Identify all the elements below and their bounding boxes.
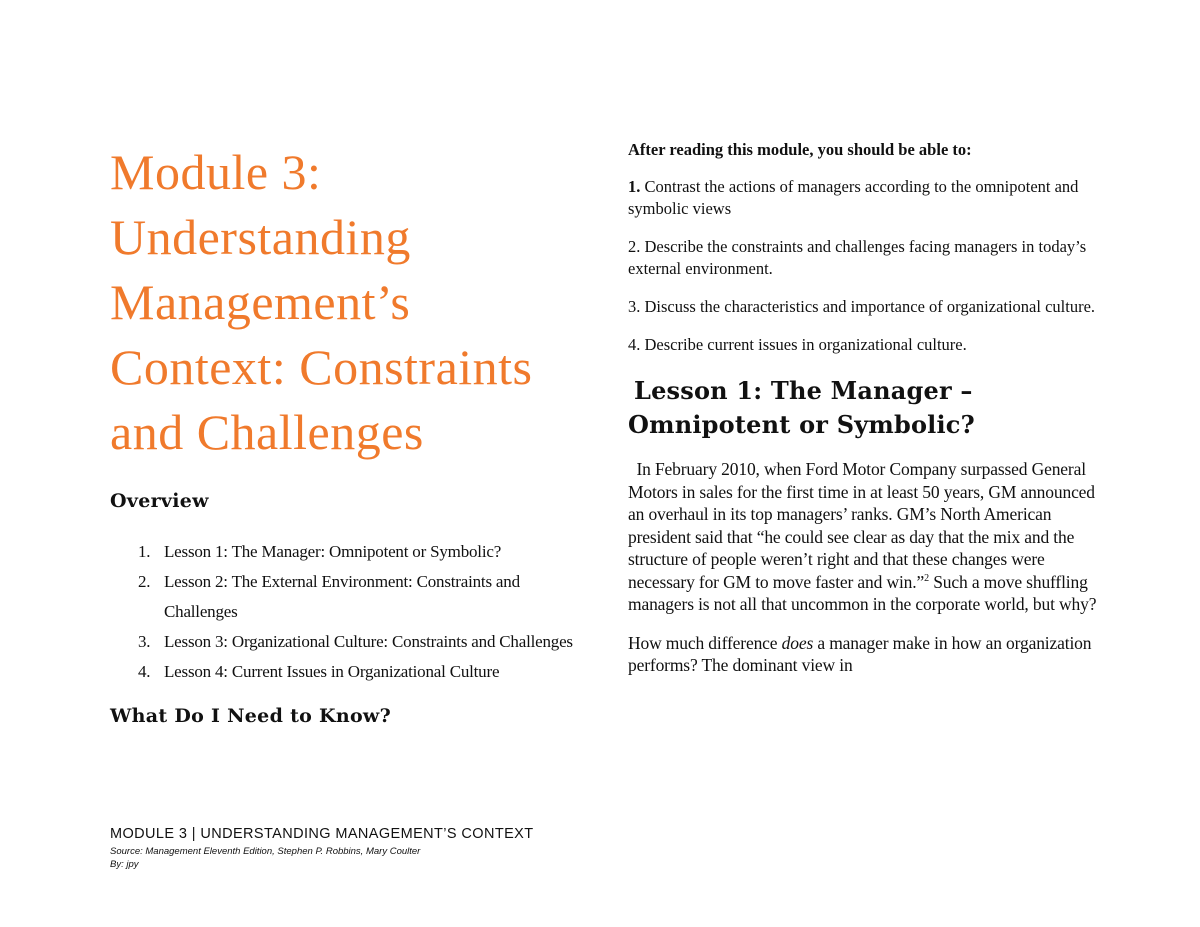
left-column xyxy=(110,140,590,727)
footnote-marker: 2 xyxy=(924,572,929,584)
emphasis-text: does xyxy=(781,632,814,653)
lesson1-paragraph-1 xyxy=(628,458,1098,616)
objective-text: Describe the constraints and challenges facing managers in today’s external environment. xyxy=(628,237,1087,278)
objective-number: 3. xyxy=(628,297,641,316)
lesson-list-item xyxy=(138,567,590,627)
lesson1-title-line1: Lesson 1: The Manager – xyxy=(634,376,973,405)
lesson-number: 4. xyxy=(138,662,151,681)
lesson1-title xyxy=(628,374,1098,442)
objective-number: 2. xyxy=(628,237,641,256)
paragraph-text: a manager make in how an organization performs? The dominant view in xyxy=(628,632,1092,675)
objectives-heading: After reading this module, you should be able to: xyxy=(628,140,972,159)
right-column xyxy=(628,140,1098,677)
lesson-label: Lesson 4: Current Issues in Organizational Culture xyxy=(164,662,500,681)
lesson-number: 3. xyxy=(138,632,151,651)
footer-author: By: jpy xyxy=(110,859,139,870)
lesson-list-item xyxy=(138,537,590,567)
page-footer xyxy=(110,826,670,871)
footer-source: Source: Management Eleventh Edition, Stephen P. Robbins, Mary Coulter xyxy=(110,846,421,857)
lesson-number: 1. xyxy=(138,542,151,561)
footer-title: MODULE 3 | UNDERSTANDING MANAGEMENT’S CONTEXT xyxy=(110,826,534,842)
objective-text: Discuss the characteristics and importance of organizational culture. xyxy=(640,297,1096,316)
objective-item xyxy=(628,334,1098,356)
lesson1-title-line2: Omnipotent or Symbolic? xyxy=(628,410,975,439)
lesson-list-item xyxy=(138,657,590,687)
lesson-number: 2. xyxy=(138,572,151,591)
paragraph-text: How much difference xyxy=(628,632,782,653)
paragraph-text: Such a move shuffling managers is not all that uncommon in the corporate world, but why? xyxy=(628,571,1097,614)
objective-text: Describe current issues in organizational culture. xyxy=(640,335,967,354)
need-to-know-heading: What Do I Need to Know? xyxy=(110,705,392,727)
overview-heading: Overview xyxy=(110,490,209,512)
lesson-list xyxy=(138,537,590,687)
objective-item xyxy=(628,236,1098,280)
paragraph-text: In February 2010, when Ford Motor Company surpassed General Motors in sales for the first time in at least 50 years, GM announced an overhaul in its top managers’ ranks. GM’s North American president said that “he could see clear as day that the mix and the structure of people weren’t right and that these changes were necessary for GM to move faster and win.” xyxy=(628,459,1095,592)
objective-text: Contrast the actions of managers according to the omnipotent and symbolic views xyxy=(628,177,1079,218)
objective-number: 1. xyxy=(628,177,641,196)
lesson-label: Lesson 1: The Manager: Omnipotent or Symbolic? xyxy=(164,542,502,561)
lesson1-paragraph-2 xyxy=(628,632,1098,677)
objective-item xyxy=(628,176,1098,220)
objective-item xyxy=(628,296,1098,318)
lesson-label: Lesson 2: The External Environment: Constraints and Challenges xyxy=(164,572,520,621)
lesson-label: Lesson 3: Organizational Culture: Constraints and Challenges xyxy=(164,632,573,651)
objective-number: 4. xyxy=(628,335,641,354)
lesson-list-item xyxy=(138,627,590,657)
module-title: Module 3: Understanding Management’s Context: Constraints and Challenges xyxy=(110,144,533,460)
